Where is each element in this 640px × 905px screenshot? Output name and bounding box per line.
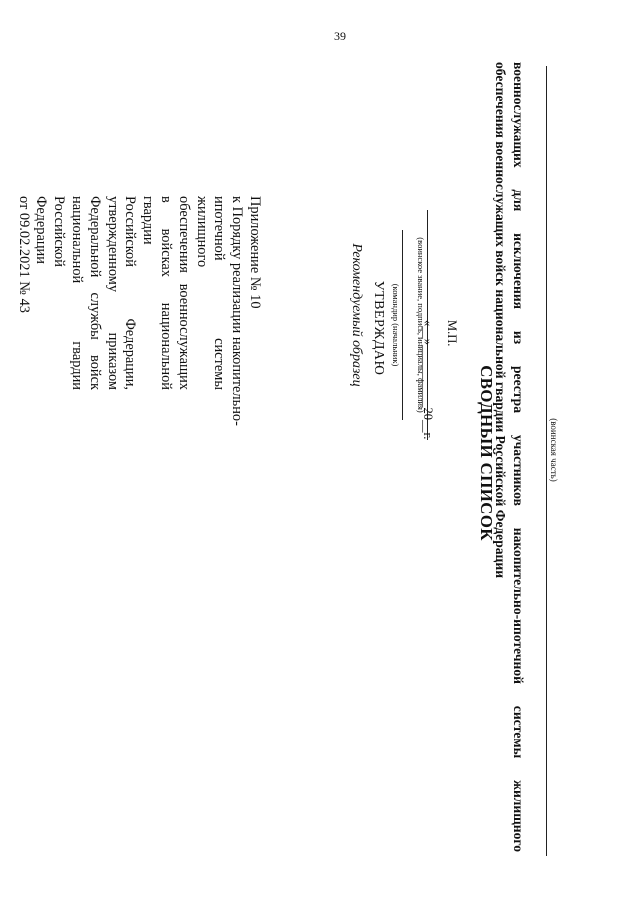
appendix-line: утвержденному приказом (104, 196, 121, 390)
approval-date-line: «__»__________20__г. (421, 320, 435, 440)
unit-caption: (воинская часть) (549, 418, 559, 482)
appendix-line: Федеральной службы войск (86, 196, 103, 390)
approve-title: УТВЕРЖДАЮ (371, 280, 386, 376)
commander-caption: (командир (начальник) (391, 283, 401, 367)
appendix-line: обеспечения военнослужащих (175, 196, 192, 390)
appendix-line: от 09.02.2021 № 43 (15, 196, 32, 313)
appendix-line: Российской Федерации, (122, 196, 139, 390)
appendix-line: национальной гвардии Российской (51, 196, 86, 390)
appendix-line: в войсках национальной гвардии (140, 196, 175, 390)
appendix-line: Федерации (33, 196, 50, 264)
description-line: обеспечения военнослужащих войск национальной гвардии Российской Федерации (493, 62, 509, 579)
signature-caption: (воинское звание, подпись, инициалы, фамилия) (416, 237, 426, 413)
list-description (492, 62, 527, 852)
description-line: военнослужащих для исключения из реестра участников накопительно-ипотечной системы жилищного (511, 62, 526, 852)
appendix-line: Приложение № 10 (247, 196, 263, 309)
stamp-label: М.П. (445, 320, 459, 347)
appendix-line: ипотечной системы жилищного (193, 196, 228, 390)
sample-label: Рекомендуемый образец (349, 243, 364, 387)
document-heading: СВОДНЫЙ СПИСОК (477, 365, 496, 541)
unit-rule (546, 66, 547, 856)
commander-rule (402, 230, 403, 420)
appendix-line: к Порядку реализации накопительно- (229, 196, 246, 426)
appendix-block (14, 196, 263, 426)
page-number: 39 (334, 29, 346, 43)
